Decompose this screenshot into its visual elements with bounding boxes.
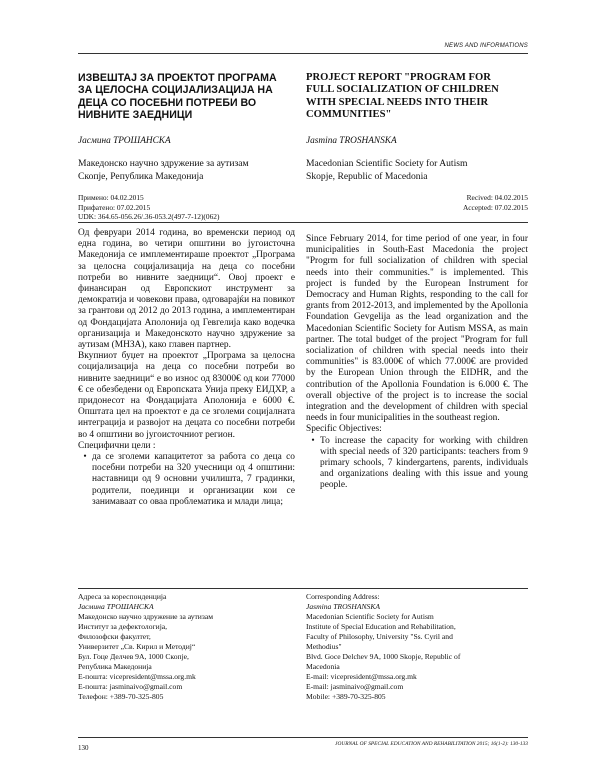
en-correspondence [306, 592, 528, 702]
mk-dates [78, 193, 219, 222]
bullet-icon: • [83, 452, 87, 463]
mk-corr-line: Бул. Гоце Делчев 9А, 1000 Скопје, [78, 652, 189, 661]
en-affiliation-line: Skopje, Republic of Macedonia [306, 170, 428, 182]
en-title [306, 72, 531, 122]
mk-corr-line: Адреса за кореспонденција [78, 592, 167, 601]
mk-corr-line: Македонско научно здружение за аутизам [78, 612, 214, 621]
mk-title-line: ДЕЦА СО ПОСЕБНИ ПОТРЕБИ ВО [78, 96, 257, 109]
en-dates [463, 193, 528, 212]
en-body [306, 234, 528, 492]
mk-paragraph: Од февруари 2014 година, во временски период од една година, во четири општини во југоисточна Македонија се имплементираше проектот „Програма за целосна социјализација на деца со посебни потреби во нивните заедници“. Овој проект е финансиран од Европскиот инструмент за демократија и човекови права, одговарајќи на повикот за грантови од 2012 до 2013 година, а имплементиран од Фондацијата Аполонија од Гевгелија како водечка организација и Македонското научно здружение за аутизам (МНЗА), како главен партнер. [78, 228, 295, 351]
en-affiliation [306, 158, 467, 183]
en-paragraph: Since February 2014, for time period of one year, in four municipalities in South-East Macedonia the project "Progrm for full socialization of children with special needs into their communities." is implemented. This project is funded by the European Instrument for Democracy and Human Rights, responding to the call for grants from 2012-2013, and implemented by the Apollonia Foundation Gevgelija as the lead organization and the Macedonian Scientific Society for Autism MSSA, as main partner. The total budget of the project "Program for full socialization of children with special needs into their communities" is 83.000€ of which 77.000€ are provided by the European Union through the EIDHR, and the contribution of the Apollonia Foundation is 6.000 €. The overall objective of the project is to increase the social integration and the development of children with special needs in four municipalities in the southeast region. [306, 234, 528, 424]
mk-title-line: ИЗВЕШТАЈ ЗА ПРОЕКТОТ ПРОГРАМА [78, 72, 277, 84]
en-affiliation-line: Macedonian Scientific Society for Autism [306, 158, 468, 169]
en-bullet-item [306, 436, 528, 492]
abstract-rule [78, 222, 528, 223]
mk-udk: UDK: 364.65-056.26/.36-053.2(497-7-12)(062) [78, 212, 220, 222]
en-received: Recived: 04.02.2015 [466, 193, 528, 202]
mk-title-line: НИВНИТЕ ЗАЕДНИЦИ [78, 109, 193, 122]
mk-corr-line: Универзитет „Св. Кирил и Методиј“ [78, 642, 196, 651]
en-corr-line: Macedonia [306, 662, 340, 671]
mk-paragraph: Вкупниот буџет на проектот „Програма за целосна социјализација на деца со посебни потреби во нивните заедници“ е во износ од 83000€ од кои 77000 € се обезбедени од Европската Унија преку ЕИДХР, а придонесот на Фондацијата Аполонија е 6000 €. Општата цел на проектот е да се зголеми социјалната интеграција и развојот на децата со посебни потреби во 4 општини во југоисточниот регион. [78, 351, 295, 440]
footer-rule [78, 737, 528, 738]
en-corr-line: Corresponding Address: [306, 592, 380, 601]
mk-corr-line: Телефон: +389-70-325-805 [78, 692, 164, 701]
en-corr-line: Faculty of Philosophy, University "Ss. Cyril and [306, 632, 453, 641]
en-title-line: PROJECT REPORT "PROGRAM FOR [306, 72, 491, 83]
mk-bullet-text: да се зголеми капацитетот за работа со деца со посебни потреби на 320 учесници од 4 општини: наставници од 9 основни училишта, 7 градинки, родители, поединци и организации кои се занимаваат со оваа проблематика и млади лица; [92, 452, 295, 507]
mk-body [78, 228, 295, 508]
en-author: Jasmina TROSHANSKA [306, 136, 397, 146]
en-title-line: WITH SPECIAL NEEDS INTO THEIR [306, 96, 489, 108]
mk-bullet-item [78, 452, 295, 508]
mk-correspondence [78, 592, 298, 702]
en-title-line: FULL SOCIALIZATION OF CHILDREN [306, 84, 499, 96]
bullet-icon: • [311, 435, 315, 446]
en-corr-line: E-mail: vicepresident@mssa.org.mk [306, 672, 417, 681]
page-number: 130 [78, 744, 89, 752]
journal-citation: JOURNAL OF SPECIAL EDUCATION AND REHABILITATION 2015; 16(1-2): 130-133 [335, 741, 528, 747]
mk-affiliation-line: Македонско научно здружение за аутизам [78, 158, 249, 169]
mk-affiliation [78, 158, 249, 183]
en-corr-line: E-mail: jasminaivo@gmail.com [306, 682, 404, 691]
header-rule [78, 53, 528, 54]
mk-corr-line: Јасмина ТРОШАНСКА [78, 602, 154, 611]
section-header: NEWS AND INFORMATIONS [444, 43, 528, 49]
mk-objectives-heading: Специфични цели : [78, 440, 156, 451]
en-bullet-text: To increase the capacity for working with children with special needs of 320 participants: teachers from 9 primary schools, 7 kindergartens, parents, individuals and organizations dealing with this issue and young people. [320, 435, 528, 491]
correspondence-rule [78, 588, 528, 589]
mk-received: Примено: 04.02.2015 [78, 193, 144, 202]
en-corr-line: Blvd. Goce Delchev 9A, 1000 Skopje, Republic of [306, 652, 461, 661]
en-corr-line: Methodius" [306, 642, 342, 651]
en-title-line: COMMUNITIES" [306, 109, 392, 121]
mk-corr-line: Република Македонија [78, 662, 152, 671]
en-corr-line: Macedonian Scientific Society for Autism [306, 612, 434, 621]
mk-accepted: Прифатено: 07.02.2015 [78, 202, 151, 212]
mk-title-line: ЗА ЦЕЛОСНА СОЦИЈАЛИЗАЦИЈА НА [78, 84, 273, 97]
mk-corr-line: Е-пошта: vicepresident@mssa.org.mk [78, 672, 196, 681]
mk-affiliation-line: Скопје, Република Македонија [78, 170, 204, 182]
mk-corr-line: Е-пошта: jasminaivo@gmail.com [78, 682, 183, 691]
en-objectives-heading: Specific Objectives: [306, 424, 382, 435]
en-accepted: Accepted: 07.02.2015 [462, 202, 528, 212]
en-corr-line: Jasmina TROSHANSKA [306, 602, 381, 611]
mk-corr-line: Филозофски факултет, [78, 632, 151, 641]
mk-author: Јасмина ТРОШАНСКА [78, 136, 171, 146]
en-corr-line: Mobile: +389-70-325-805 [306, 692, 386, 701]
mk-corr-line: Институт за дефектологија, [78, 622, 168, 631]
en-corr-line: Institute of Special Education and Rehabilitation, [306, 622, 456, 631]
mk-title [78, 72, 308, 122]
